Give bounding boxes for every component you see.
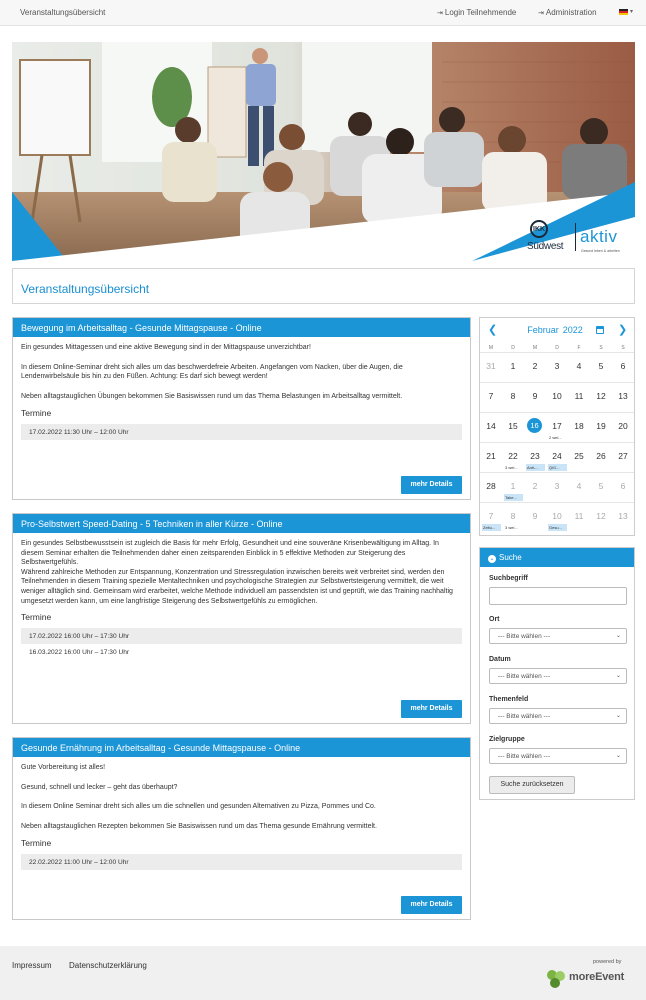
- calendar-day[interactable]: [568, 502, 590, 532]
- calendar-day[interactable]: [480, 472, 502, 502]
- termine-heading: Termine: [21, 612, 52, 623]
- calendar-day-number: 10: [552, 511, 562, 521]
- calendar-day-number: 2: [532, 361, 538, 371]
- calendar-day-number: 28: [486, 481, 496, 491]
- calendar-day[interactable]: [480, 412, 502, 442]
- calendar-day[interactable]: [546, 412, 568, 442]
- admin-label: Administration: [545, 8, 597, 17]
- calendar-event-chip[interactable]: QiG...: [548, 464, 567, 471]
- calendar-day[interactable]: [502, 442, 524, 472]
- chevron-down-icon: ⌄: [615, 753, 621, 759]
- privacy-link[interactable]: Datenschutzerklärung: [69, 961, 147, 970]
- calendar-day-number: 13: [618, 511, 628, 521]
- ort-label: Ort: [489, 616, 500, 623]
- suchbegriff-label: Suchbegriff: [489, 575, 528, 582]
- event-title[interactable]: Gesunde Ernährung im Arbeitsalltag - Gesunde Mittagspause - Online: [13, 738, 470, 757]
- calendar-day[interactable]: [590, 442, 612, 472]
- calendar-day[interactable]: [546, 442, 568, 472]
- termine-heading: Termine: [21, 838, 52, 849]
- calendar-day[interactable]: [568, 412, 590, 442]
- calendar-event-chip[interactable]: Zeitu...: [482, 524, 501, 531]
- next-month-chevron-icon[interactable]: ❯: [618, 324, 628, 336]
- calendar-day[interactable]: [480, 502, 502, 532]
- calendar-day-today[interactable]: [524, 412, 546, 442]
- calendar-day-number: 8: [510, 511, 516, 521]
- calendar-day[interactable]: [480, 442, 502, 472]
- reset-search-button[interactable]: Suche zurücksetzen: [489, 776, 575, 794]
- calendar-day-number: 17: [552, 421, 562, 431]
- calendar-day-number: 24: [552, 451, 562, 461]
- calendar-day[interactable]: [612, 472, 634, 502]
- calendar-day-number: 22: [508, 451, 518, 461]
- calendar-day[interactable]: [480, 382, 502, 412]
- prev-month-chevron-icon[interactable]: ❮: [488, 324, 498, 336]
- logo-tagline: Gesund leben & arbeiten: [581, 249, 620, 253]
- navbar-brand[interactable]: Veranstaltungsübersicht: [20, 8, 106, 17]
- moreevent-logo[interactable]: [545, 968, 635, 990]
- calendar-day[interactable]: [546, 352, 568, 382]
- calendar-day[interactable]: [612, 412, 634, 442]
- calendar-day-number: 7: [488, 391, 494, 401]
- calendar-day[interactable]: [524, 352, 546, 382]
- calendar-day-number: 6: [620, 361, 626, 371]
- calendar-day-number: 8: [510, 391, 516, 401]
- calendar-day-number: 9: [532, 511, 538, 521]
- termine-heading: Termine: [21, 408, 52, 419]
- calendar-day-number: 7: [488, 511, 494, 521]
- calendar-day-number: 26: [596, 451, 606, 461]
- calendar-day-number: 5: [598, 481, 604, 491]
- weekday-label: F: [577, 345, 581, 351]
- chevron-down-circle-icon: ⌄: [489, 556, 495, 562]
- weekday-label: M: [488, 345, 494, 351]
- more-details-button[interactable]: mehr Details: [401, 896, 462, 914]
- search-term-input[interactable]: [489, 587, 627, 605]
- calendar-day-number: 27: [618, 451, 628, 461]
- themenfeld-select-value: --- Bitte wählen ---: [498, 713, 551, 720]
- calendar-day[interactable]: [546, 472, 568, 502]
- chevron-down-icon: ⌄: [615, 673, 621, 679]
- calendar-day-number: 15: [508, 421, 518, 431]
- calendar-header: [480, 318, 634, 342]
- footer: [0, 946, 646, 1000]
- calendar-day[interactable]: [524, 472, 546, 502]
- calendar-day-number: 14: [486, 421, 496, 431]
- calendar-day-number: 16: [527, 418, 542, 433]
- calendar-day[interactable]: [524, 502, 546, 532]
- calendar-day-number: 5: [598, 361, 604, 371]
- calendar-day-number: 11: [574, 511, 584, 521]
- ort-select-value: --- Bitte wählen ---: [498, 633, 551, 640]
- event-date-row: 16.03.2022 16:00 Uhr – 17:30 Uhr: [29, 649, 130, 657]
- ort-select[interactable]: [489, 628, 627, 644]
- event-panel: [12, 317, 471, 500]
- page-heading-box: [12, 268, 635, 304]
- calendar-day[interactable]: [502, 382, 524, 412]
- calendar-day-number: 11: [574, 391, 584, 401]
- datum-label: Datum: [489, 656, 511, 663]
- logo-sudwest-text: Südwest: [527, 241, 564, 252]
- themenfeld-select[interactable]: [489, 708, 627, 724]
- calendar-day-number: 25: [574, 451, 584, 461]
- hero-banner: [12, 42, 635, 261]
- login-label: Login Teilnehmende: [444, 8, 517, 17]
- event-paragraph: Gesund, schnell und lecker – geht das überhaupt?: [21, 783, 178, 791]
- weekday-label: M: [532, 345, 538, 351]
- calendar-day-number: 4: [576, 481, 582, 491]
- weekday-label: D: [555, 345, 559, 351]
- calendar-day[interactable]: [590, 502, 612, 532]
- calendar-day[interactable]: [502, 412, 524, 442]
- calendar-day-number: 19: [596, 421, 606, 431]
- search-panel: [479, 547, 635, 800]
- calendar-day-number: 21: [486, 451, 496, 461]
- calendar-day[interactable]: [612, 502, 634, 532]
- calendar-day-number: 12: [596, 511, 606, 521]
- calendar-event-chip[interactable]: 3 wei...: [505, 525, 518, 530]
- event-panel: [12, 737, 471, 920]
- powered-by-text: powered by: [593, 959, 622, 965]
- event-title[interactable]: Pro-Selbstwert Speed-Dating - 5 Techniken in aller Kürze - Online: [13, 514, 470, 533]
- zielgruppe-select-value: --- Bitte wählen ---: [498, 753, 551, 760]
- calendar-widget: [479, 317, 635, 536]
- event-paragraph: Ein gesundes Mittagessen und eine aktive Bewegung sind in der Mittagspause unverzichtbar!: [21, 344, 311, 351]
- calendar-day-number: 18: [574, 421, 584, 431]
- moreevent-logo-text: moreEvent: [569, 971, 625, 983]
- calendar-year: 2022: [562, 325, 583, 335]
- event-date-row: 22.02.2022 11:00 Uhr – 12:00 Uhr: [21, 854, 462, 870]
- calendar-day-number: 31: [486, 361, 496, 371]
- sign-in-icon: ⇥: [437, 10, 443, 17]
- calendar-day-number: 12: [596, 391, 606, 401]
- calendar-day-number: 20: [618, 421, 628, 431]
- calendar-day[interactable]: [612, 442, 634, 472]
- calendar-day-number: 10: [552, 391, 562, 401]
- calendar-day[interactable]: [524, 442, 546, 472]
- calendar-day[interactable]: [502, 472, 524, 502]
- impressum-link[interactable]: Impressum: [12, 961, 52, 970]
- event-panel: [12, 513, 471, 724]
- event-date-row: 17.02.2022 16:00 Uhr – 17:30 Uhr: [21, 628, 462, 644]
- calendar-day[interactable]: [546, 502, 568, 532]
- calendar-day-number: 3: [554, 481, 560, 491]
- themenfeld-label: Themenfeld: [489, 696, 529, 703]
- calendar-day[interactable]: [590, 382, 612, 412]
- calendar-day[interactable]: [568, 442, 590, 472]
- calendar-event-chip[interactable]: 3 wei...: [505, 465, 518, 470]
- event-paragraph: Neben alltagstauglichen Übungen bekommen Sie Basiswissen rund um das Thema Belastungen im Arbeitsalltag vermittelt.: [21, 392, 403, 400]
- weekday-label: S: [599, 345, 603, 351]
- event-date-row: 17.02.2022 11:30 Uhr – 12:00 Uhr: [21, 424, 462, 440]
- logo-divider: [575, 223, 576, 251]
- calendar-day-number: 4: [576, 361, 582, 371]
- calendar-day[interactable]: [568, 382, 590, 412]
- page-title: Veranstaltungsübersicht: [21, 282, 150, 296]
- calendar-day[interactable]: [590, 412, 612, 442]
- calendar-day[interactable]: [568, 352, 590, 382]
- calendar-event-chip[interactable]: Gesu...: [548, 524, 567, 531]
- top-navbar: [0, 0, 646, 26]
- weekday-label: D: [511, 345, 515, 351]
- datum-select-value: --- Bitte wählen ---: [498, 673, 551, 680]
- calendar-month: Februar: [527, 325, 559, 335]
- event-paragraph: Gute Vorbereitung ist alles!: [21, 764, 106, 771]
- calendar-day-number: 9: [532, 391, 538, 401]
- calendar-day-number: 23: [530, 451, 540, 461]
- calendar-title: [480, 325, 634, 335]
- calendar-day-number: 1: [510, 361, 516, 371]
- login-link[interactable]: [437, 8, 516, 17]
- zielgruppe-label: Zielgruppe: [489, 736, 525, 743]
- calendar-day[interactable]: [612, 382, 634, 412]
- more-details-button[interactable]: mehr Details: [401, 700, 462, 718]
- calendar-day[interactable]: [502, 352, 524, 382]
- event-paragraph: In diesem Online-Seminar dreht sich alles um das beschwerdefreie Arbeiten. Angefangen vom Nacken, über die Augen, die Lendenwirbelsäule bis hin zu den Füßen. Achtung: Es darf sich bewegt werden!: [21, 363, 403, 381]
- event-paragraph: Neben alltagstauglichen Rezepten bekommen Sie Basiswissen rund um das Thema gesunde Ernährung vermittelt.: [21, 822, 377, 830]
- german-flag-icon[interactable]: [619, 9, 628, 15]
- zielgruppe-select[interactable]: [489, 748, 627, 764]
- logo-ikk-text: IKK: [533, 226, 546, 233]
- datum-select[interactable]: [489, 668, 627, 684]
- calendar-day[interactable]: [590, 352, 612, 382]
- calendar-day-number: 6: [620, 481, 626, 491]
- chevron-down-icon: ⌄: [615, 633, 621, 639]
- calendar-day-number: 2: [532, 481, 538, 491]
- calendar-day-number: 3: [554, 361, 560, 371]
- language-dropdown-caret-icon[interactable]: ▾: [630, 9, 634, 15]
- calendar-day[interactable]: [590, 472, 612, 502]
- calendar-event-chip[interactable]: 2 wei...: [549, 435, 562, 440]
- calendar-event-chip[interactable]: Anti-...: [526, 464, 545, 471]
- event-title[interactable]: Bewegung im Arbeitsalltag - Gesunde Mittagspause - Online: [13, 318, 470, 337]
- calendar-icon[interactable]: [596, 326, 604, 334]
- more-details-button[interactable]: mehr Details: [401, 476, 462, 494]
- admin-link[interactable]: [538, 8, 597, 17]
- calendar-day[interactable]: [524, 382, 546, 412]
- calendar-day[interactable]: [546, 382, 568, 412]
- search-header[interactable]: [480, 548, 634, 567]
- calendar-day[interactable]: [612, 352, 634, 382]
- ikk-aktiv-logo: [525, 219, 633, 259]
- calendar-day[interactable]: [480, 352, 502, 382]
- calendar-day-number: 1: [510, 481, 516, 491]
- calendar-event-chip[interactable]: Take...: [504, 494, 523, 501]
- calendar-day[interactable]: [502, 502, 524, 532]
- search-title: Suche: [499, 553, 522, 562]
- logo-aktiv-text: aktiv: [580, 227, 618, 246]
- event-paragraph: Ein gesundes Selbstbewusstsein ist zugleich die Basis für mehr Erfolg, Gesundheit und eine souveräne Krisenbewältigung im Alltag. In diesem Seminar erhalten die Teilnehmenden daher einen zeitsparenden Einblick in 5 effektive Methoden zur Steigerung des Selbstwertgefühls. Während zahlreiche Methoden zur Entspannung, Konzentration und Stressregulation inzwischen bereits weit verbreitet sind, werden den Teilnehmenden in diesem Training spezielle Mentaltechniken und psychologische Strategien zur Selbstwertsteigerung vermittelt, die weit weniger alltäglich sind. Gemeinsam wird erarbeitet, welche Methode individuell am passendsten ist und geprüft, wie das Training nachhaltig umgesetzt werden kann, um eine langfristige Steigerung des Selbstwertgefühls zu ermöglichen.: [21, 540, 453, 605]
- event-paragraph: In diesem Online Seminar dreht sich alles um die schnellen und gesunden Alternativen zu Pizza, Pommes und Co.: [21, 803, 376, 811]
- calendar-day[interactable]: [568, 472, 590, 502]
- chevron-down-icon: ⌄: [615, 713, 621, 719]
- moreevent-logo-icon: [545, 968, 567, 990]
- sign-in-icon: ⇥: [538, 10, 544, 17]
- weekday-label: S: [621, 345, 625, 351]
- calendar-day-number: 13: [618, 391, 628, 401]
